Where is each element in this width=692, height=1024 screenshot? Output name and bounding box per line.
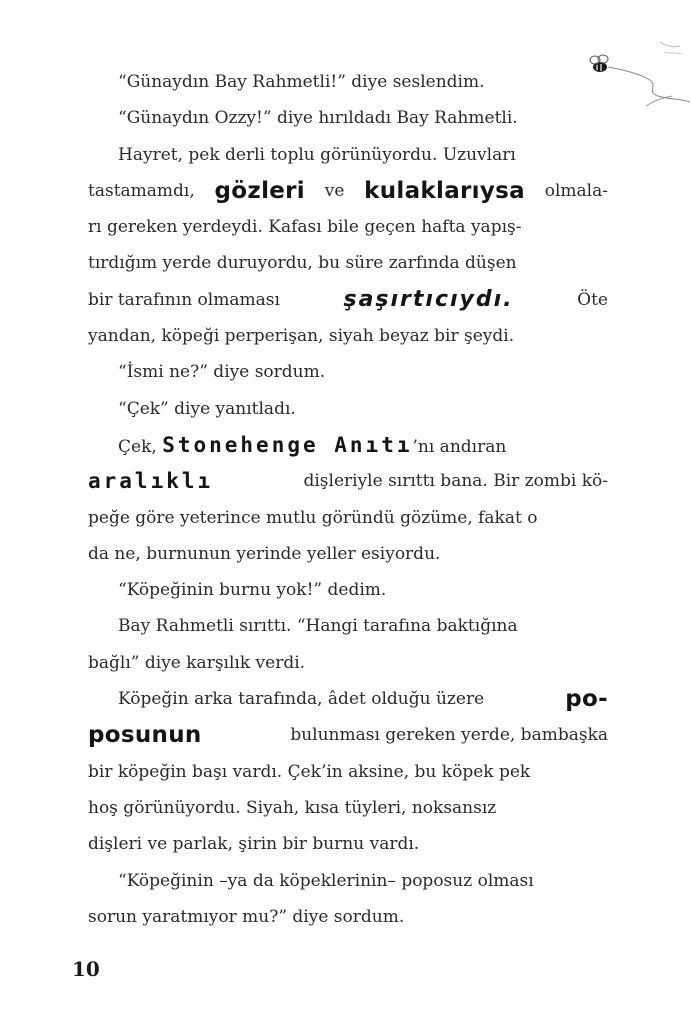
text-run: ve bbox=[324, 180, 345, 201]
text-line: Hayret, pek derli toplu görünüyordu. Uzuvları bbox=[118, 144, 516, 165]
emphasis-word: şaşırtıcıydı. bbox=[343, 286, 514, 312]
text-line: hoş görünüyordu. Siyah, kısa tüyleri, noksansız bbox=[88, 797, 497, 818]
text-run: tastamamdı, bbox=[88, 180, 195, 201]
text-line: Bay Rahmetli sırıttı. “Hangi tarafına baktığına bbox=[118, 616, 518, 637]
text-line bbox=[88, 463, 608, 499]
text-line: yandan, köpeği perperişan, siyah beyaz bir şeydi. bbox=[88, 326, 515, 347]
text-run: Öte bbox=[577, 289, 608, 310]
text-line: “İsmi ne?” diye sordum. bbox=[118, 362, 326, 383]
text-line: “Köpeğinin –ya da köpeklerinin– poposuz olması bbox=[118, 870, 534, 891]
text-line: sorun yaratmıyor mu?” diye sordum. bbox=[88, 906, 405, 927]
text-line: tırdığım yerde duruyordu, bu süre zarfında düşen bbox=[88, 253, 517, 274]
text-run: bir tarafının olmaması bbox=[88, 289, 280, 310]
text-line bbox=[88, 681, 608, 717]
text-line bbox=[88, 717, 608, 753]
text-run: ’nı andıran bbox=[412, 436, 507, 457]
text-line: dişleri ve parlak, şirin bir burnu vardı. bbox=[88, 834, 420, 855]
text-line: bir köpeğin başı vardı. Çek’in aksine, bu köpek pek bbox=[88, 761, 531, 782]
emphasis-word: posunun bbox=[88, 722, 202, 749]
page-number: 10 bbox=[72, 957, 100, 981]
text-line bbox=[88, 173, 608, 209]
emphasis-word: kulaklarıysa bbox=[364, 177, 525, 204]
text-line bbox=[88, 427, 608, 463]
text-run: bulunması gereken yerde, bambaşka bbox=[290, 725, 608, 746]
emphasis-word: po- bbox=[565, 686, 608, 713]
text-run: dişleriyle sırıttı bana. Bir zombi kö- bbox=[303, 471, 608, 492]
text-line bbox=[88, 282, 608, 318]
emphasis-word: Stonehenge Anıtı bbox=[162, 432, 413, 457]
text-line: rı gereken yerdeydi. Kafası bile geçen hafta yapış- bbox=[88, 217, 522, 238]
text-run: olmala- bbox=[544, 180, 608, 201]
text-line: bağlı” diye karşılık verdi. bbox=[88, 652, 306, 673]
text-run: Çek, bbox=[118, 436, 157, 457]
emphasis-word: gözleri bbox=[214, 177, 305, 204]
text-line: “Günaydın Bay Rahmetli!” diye seslendim. bbox=[118, 72, 485, 92]
text-line: da ne, burnunun yerinde yeller esiyordu. bbox=[88, 543, 441, 564]
emphasis-word: aralıklı bbox=[88, 469, 214, 494]
text-run: Köpeğin arka tarafında, âdet olduğu üzere bbox=[118, 689, 485, 710]
text-line: peğe göre yeterince mutlu göründü gözüme, fakat o bbox=[88, 507, 538, 528]
text-line: “Çek” diye yanıtladı. bbox=[118, 398, 296, 419]
body-text bbox=[88, 64, 608, 935]
text-line: “Köpeğinin burnu yok!” dedim. bbox=[118, 580, 387, 601]
text-line: “Günaydın Ozzy!” diye hırıldadı Bay Rahmetli. bbox=[118, 108, 518, 129]
